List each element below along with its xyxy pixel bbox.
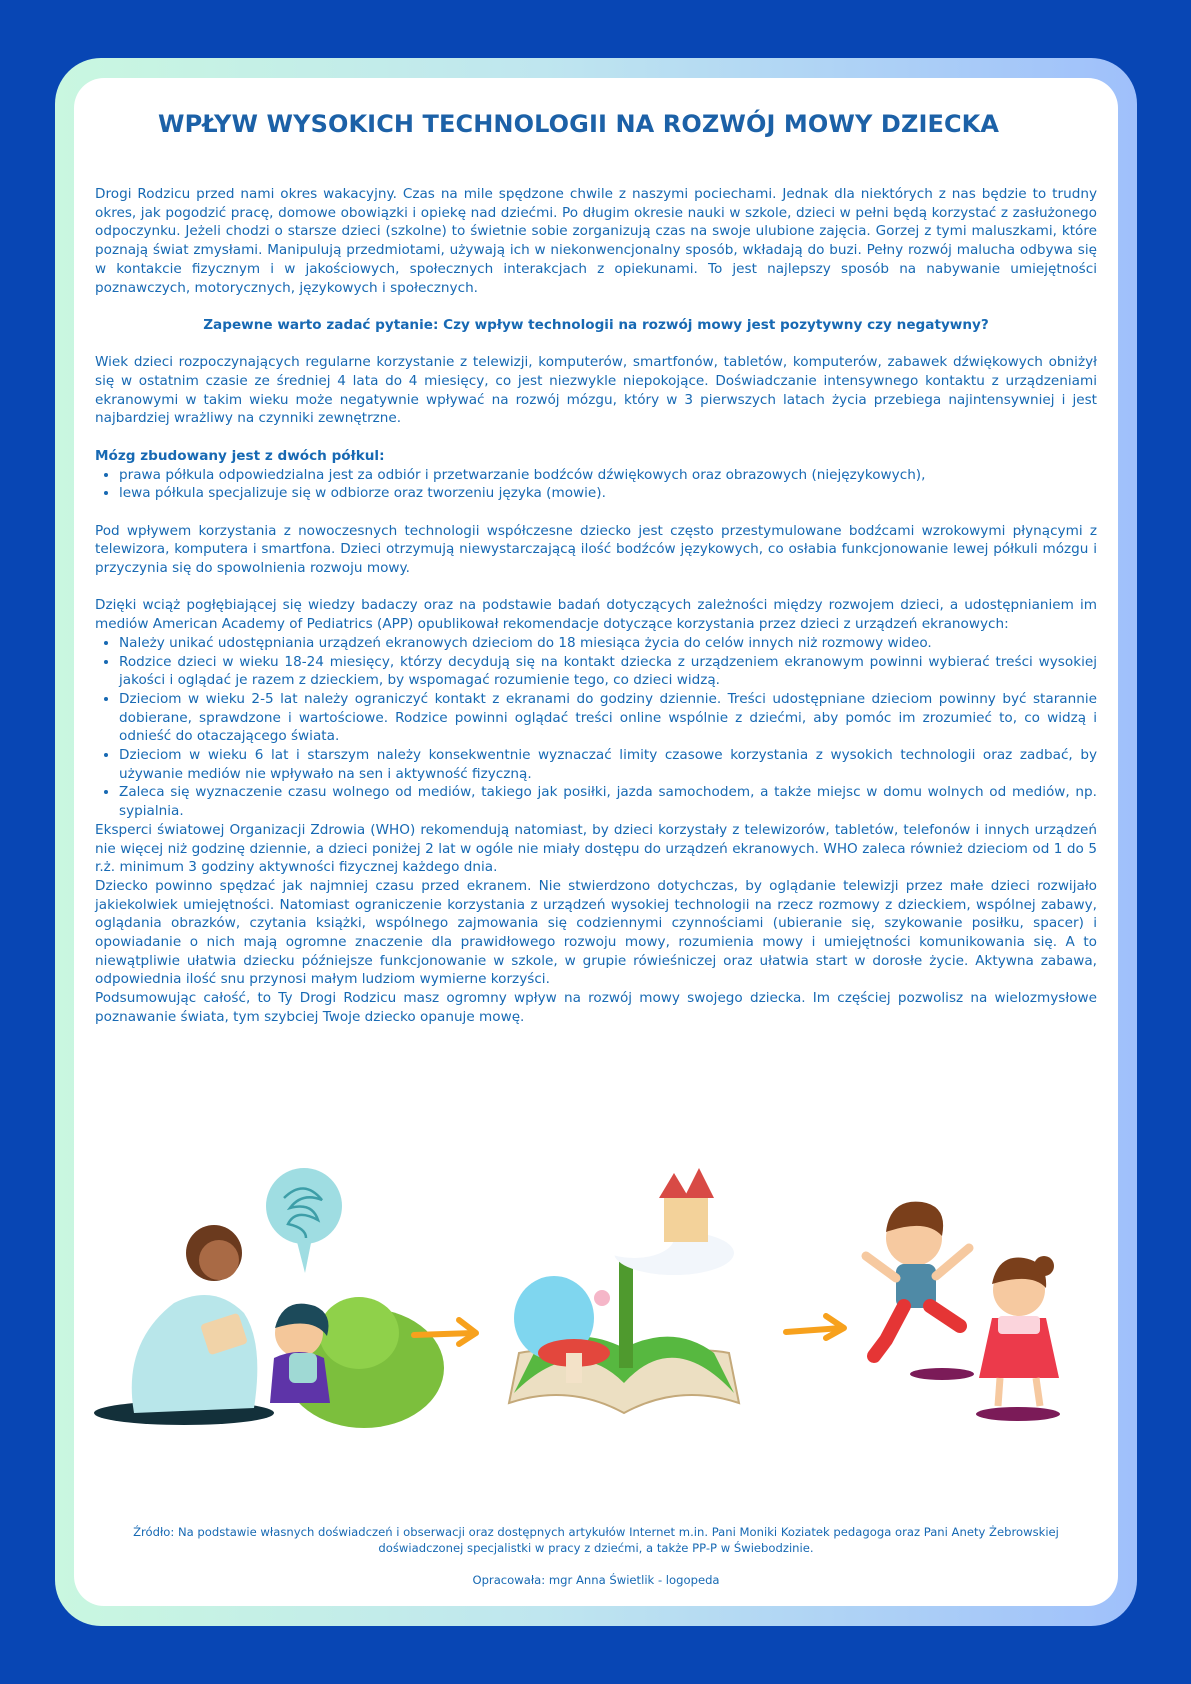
- intro-paragraph: Drogi Rodzicu przed nami okres wakacyjny. Czas na mile spędzone chwile z naszymi pociechami. Jednak dla niektórych z nas będzie to trudny okres, jak pogodzić pracę, domowe obowiązki i opiekę nad dziećmi. Po długim okresie nauki w szkole, dzieci w pełni będą korzystać z zasłużonego odpoczynku. Jeżeli chodzi o starsze dzieci (szkolne) to świetnie sobie zorganizują czas na swoje ulubione zajęcia. Gorzej z tymi maluszkami, które poznają świat zmysłami. Manipulują przedmiotami, używają ich w niekonwencjonalny sposób, wkładają do buzi. Pełny rozwój malucha odbywa się w kontakcie fizycznym i w jakościowych, społecznych interakcjach z opiekunami. To jest najlepszy sposób na nabywanie umiejętności poznawczych, motorycznych, językowych i społecznych.: [95, 186, 1097, 296]
- list-item: • Rodzice dzieci w wieku 18-24 miesięcy, którzy decydują się na kontakt dziecka z urządzeniem ekranowym powinni wybierać treści wysokiej jakości i oglądać je razem z dzieckiem, by wspomagać rozumienie tego, co dzieci widzą.: [119, 653, 1097, 690]
- list-item: • Należy unikać udostępniania urządzeń ekranowych dzieciom do 18 miesiąca życia do celów innych niż rozmowy wideo.: [119, 634, 1097, 653]
- who-paragraph: Eksperci światowej Organizacji Zdrowia (WHO) rekomendują natomiast, by dzieci korzystały z telewizorów, tabletów, telefonów i innych urządzeń nie więcej niż godzinę dziennie, a dzieci poniżej 2 lat w ogóle nie miały dostępu do urządzeń ekranowych. WHO zaleca również dzieciom od 1 do 5 r.ż. minimum 3 godziny aktywności fizycznej każdego dnia.: [95, 821, 1097, 876]
- age-paragraph: Wiek dzieci rozpoczynających regularne korzystanie z telewizji, komputerów, smartfonów, tabletów, komputerów, zabawek dźwiękowych obniżył się w ostatnim czasie ze średniej 4 lata do 4 miesięcy, co jest niezwykle niepokojące. Doświadczanie intensywnego kontaktu z urządzeniami ekranowymi w takim wieku może negatywnie wpływać na rozwój mózgu, który w 3 pierwszych latach życia przebiega najintensywniej i jest najbardziej wrażliwy na czynniki zewnętrzne.: [95, 354, 1097, 427]
- illustration-strip: [74, 1168, 1084, 1430]
- fairytale-book-illustration: [509, 1168, 739, 1413]
- app-intro-paragraph: Dzięki wciąż pogłębiającej się wiedzy badaczy oraz na podstawie badań dotyczących zależności między rozwojem dzieci, a udostępnianiem im mediów American Academy of Pediatrics (APP) opublikował rekomendacje dotyczące korzystania przez dzieci z urządzeń ekranowych:: [95, 597, 1097, 633]
- list-item: • prawa półkula odpowiedzialna jest za odbiór i przetwarzanie bodźców dźwiękowych oraz obrazowych (niejęzykowych),: [119, 466, 1097, 485]
- article: [95, 107, 1097, 1027]
- source-note: Źródło: Na podstawie własnych doświadczeń i obserwacji oraz dostępnych artykułów Internet m.in. Pani Moniki Koziatek pedagoga oraz Pani Anety Żebrowskiej doświadczonej specjalistki w pracy z dziećmi, a także PP-P w Świebodzinie.: [133, 1525, 1059, 1555]
- brain-heading: Mózg zbudowany jest z dwóch półkul:: [95, 447, 385, 464]
- list-item: • Dzieciom w wieku 2-5 lat należy ograniczyć kontakt z ekranami do godziny dziennie. Treści udostępniane dzieciom powinny być starannie dobierane, sprawdzone i wartościowe. Rodzice powinni oglądać treści online wspólnie z dziećmi, aby pomóc im zrozumieć to, co widzą i odnieść do otaczającego świata.: [119, 690, 1097, 746]
- list-item: • Dzieciom w wieku 6 lat i starszym należy konsekwentnie wyznaczać limity czasowe korzystania z wysokich technologii oraz zadbać, by używanie mediów nie wpływało na sen i aktywność fizyczną.: [119, 746, 1097, 783]
- stimulation-paragraph: Pod wpływem korzystania z nowoczesnych technologii współczesne dziecko jest często przestymulowane bodźcami wzrokowymi płynącymi z telewizora, komputera i smartfona. Dzieci otrzymują niewystarczającą ilość bodźców językowych, co osłabia funkcjonowanie lewej półkuli mózgu i przyczynia się do spowolnienia rozwoju mowy.: [95, 522, 1097, 576]
- app-recommendations-list: [95, 634, 1097, 821]
- author-note: Opracowała: mgr Anna Świetlik - logopeda: [472, 1573, 720, 1587]
- list-item: • lewa półkula specjalizuje się w odbiorze oraz tworzeniu języka (mowie).: [119, 484, 1097, 503]
- question-line: Zapewne warto zadać pytanie: Czy wpływ technologii na rozwój mowy jest pozytywny czy negatywny?: [203, 316, 989, 333]
- summary-paragraph: Podsumowując całość, to Ty Drogi Rodzicu masz ogromny wpływ na rozwój mowy swojego dziecka. Im częściej pozwolisz na wielozmysłowe poznawanie świata, tym szybciej Twoje dziecko opanuje mowę.: [95, 990, 1097, 1025]
- brain-list: [95, 466, 1097, 503]
- arrow-icon: [414, 1333, 474, 1335]
- page-title: WPŁYW WYSOKICH TECHNOLOGII NA ROZWÓJ MOWY DZIECKA: [158, 110, 1000, 138]
- footer: [95, 1524, 1097, 1588]
- screen-time-paragraph: Dziecko powinno spędzać jak najmniej czasu przed ekranem. Nie stwierdzono dotychczas, by oglądanie telewizji przez małe dzieci rozwijało jakiekolwiek umiejętności. Natomiast ograniczenie korzystania z urządzeń wysokiej technologii na rzecz rozmowy z dzieckiem, wspólnej zabawy, oglądania obrazków, czytania książki, wspólnego zajmowania się codziennymi czynnościami (ubieranie się, szykowanie posiłku, spacer) i opowiadanie o nich mają ogromne znaczenie dla prawidłowego rozwoju mowy, rozumienia mowy i umiejętności komunikowania się. A to niewątpliwie ułatwia dziecku późniejsze funkcjonowanie w szkole, w grupie rówieśniczej oraz ułatwia start w dorosłe życie. Aktywna zabawa, odpowiednia ilość snu przynosi małym ludziom wymierne korzyści.: [95, 877, 1097, 988]
- adult-child-talking-illustration: [94, 1168, 444, 1428]
- happy-children-illustration: [866, 1202, 1060, 1421]
- list-item: • Zaleca się wyznaczenie czasu wolnego od mediów, takiego jak posiłki, jazda samochodem, a także miejsc w domu wolnych od mediów, np. sypialnia.: [119, 783, 1097, 820]
